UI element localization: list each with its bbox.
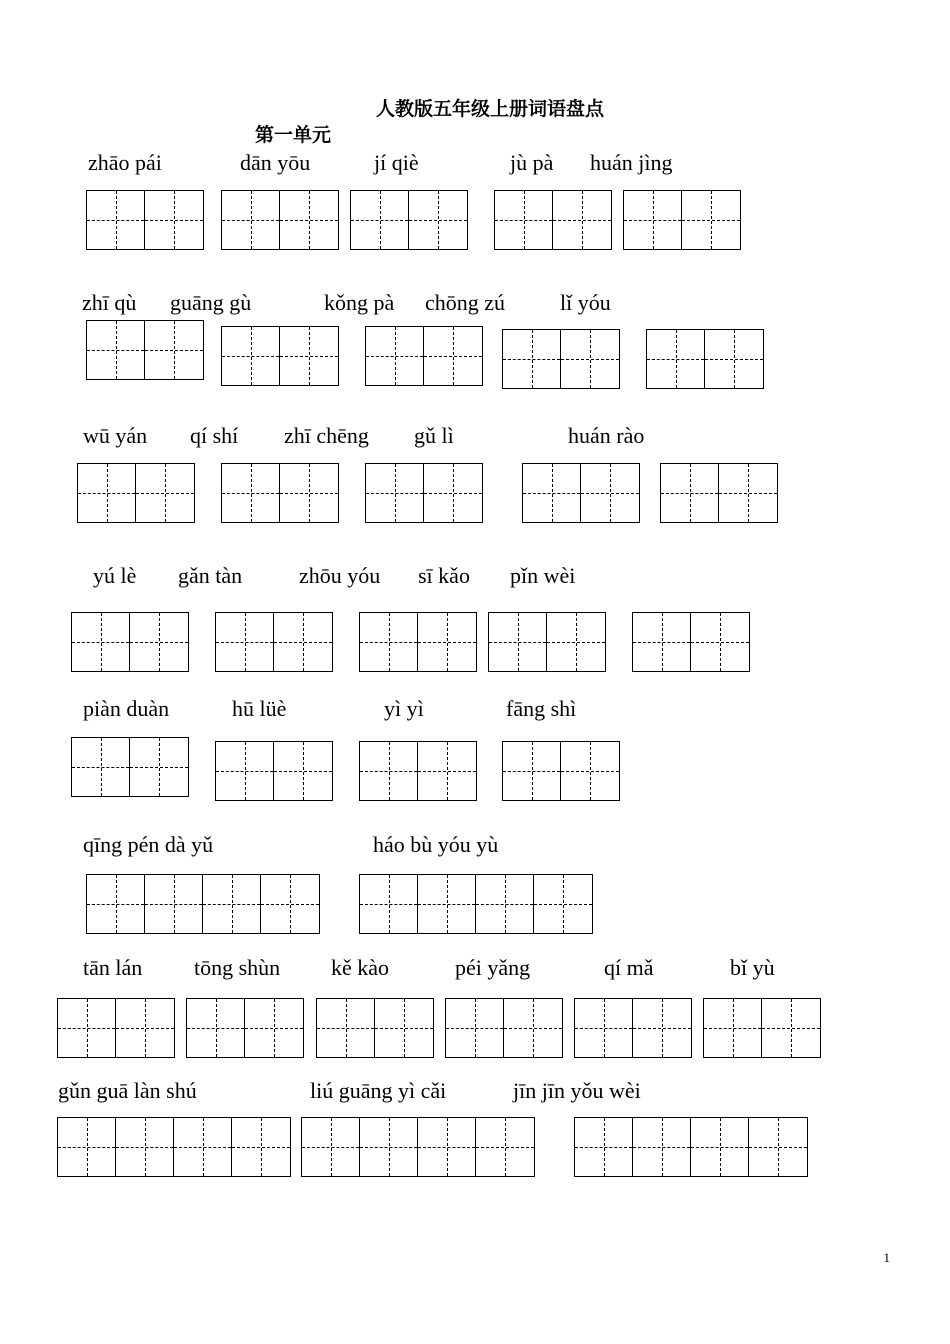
grid-cell[interactable] <box>633 999 691 1057</box>
grid-cell[interactable] <box>72 613 130 671</box>
grid-cell[interactable] <box>216 613 274 671</box>
grid-cell[interactable] <box>145 321 203 379</box>
pinyin-label: dān yōu <box>240 150 311 175</box>
grid-cell[interactable] <box>280 464 338 522</box>
pinyin-label: qí mǎ <box>604 955 654 980</box>
pinyin-label: liú guāng yì cǎi <box>310 1078 447 1103</box>
grid-cell[interactable] <box>280 191 338 249</box>
grid-cell[interactable] <box>87 875 145 933</box>
grid-cell[interactable] <box>409 191 467 249</box>
grid-cell[interactable] <box>261 875 319 933</box>
pinyin-label: wū yán <box>83 423 148 448</box>
grid-cell[interactable] <box>424 327 482 385</box>
writing-grid[interactable] <box>86 874 320 934</box>
grid-cell[interactable] <box>624 191 682 249</box>
grid-cell[interactable] <box>661 464 719 522</box>
grid-cell[interactable] <box>222 191 280 249</box>
pinyin-label: qí shí <box>190 423 239 448</box>
grid-cell[interactable] <box>547 613 605 671</box>
writing-grid[interactable] <box>445 998 563 1058</box>
grid-cell[interactable] <box>317 999 375 1057</box>
grid-cell[interactable] <box>581 464 639 522</box>
grid-cell[interactable] <box>136 464 194 522</box>
grid-cell[interactable] <box>633 613 691 671</box>
pinyin-label: bǐ yù <box>730 955 775 980</box>
grid-cell[interactable] <box>351 191 409 249</box>
page-number: 1 <box>883 1250 890 1265</box>
grid-cell[interactable] <box>691 613 749 671</box>
grid-cell[interactable] <box>187 999 245 1057</box>
grid-cell[interactable] <box>503 742 561 800</box>
grid-cell[interactable] <box>575 1118 633 1176</box>
pinyin-label: zhī qù <box>82 290 137 315</box>
grid-cell[interactable] <box>375 999 433 1057</box>
pinyin-label: kě kào <box>331 955 390 980</box>
grid-cell[interactable] <box>145 191 203 249</box>
grid-cell[interactable] <box>222 464 280 522</box>
grid-cell[interactable] <box>704 999 762 1057</box>
writing-grid[interactable] <box>502 329 620 389</box>
grid-cell[interactable] <box>302 1118 360 1176</box>
pinyin-label: gǔ lì <box>414 423 454 448</box>
pinyin-label: zhāo pái <box>88 150 162 175</box>
pinyin-label: lǐ yóu <box>560 290 611 315</box>
writing-grid[interactable] <box>71 612 189 672</box>
writing-grid[interactable] <box>350 190 468 250</box>
writing-grid[interactable] <box>494 190 612 250</box>
grid-cell[interactable] <box>476 1118 534 1176</box>
grid-cell[interactable] <box>145 875 203 933</box>
grid-cell[interactable] <box>534 875 592 933</box>
grid-cell[interactable] <box>130 613 188 671</box>
writing-grid[interactable] <box>632 612 750 672</box>
grid-cell[interactable] <box>203 875 261 933</box>
grid-cell[interactable] <box>561 742 619 800</box>
grid-cell[interactable] <box>553 191 611 249</box>
pinyin-label: chōng zú <box>425 290 506 315</box>
grid-cell[interactable] <box>116 1118 174 1176</box>
grid-cell[interactable] <box>274 742 332 800</box>
unit-heading: 第一单元 <box>255 124 332 146</box>
grid-cell[interactable] <box>749 1118 807 1176</box>
grid-cell[interactable] <box>705 330 763 388</box>
grid-cell[interactable] <box>116 999 174 1057</box>
grid-cell[interactable] <box>762 999 820 1057</box>
pinyin-label: sī kǎo <box>418 563 470 588</box>
grid-cell[interactable] <box>633 1118 691 1176</box>
grid-cell[interactable] <box>418 1118 476 1176</box>
pinyin-label: yì yì <box>384 696 424 721</box>
writing-grid[interactable] <box>71 737 189 797</box>
grid-cell[interactable] <box>87 321 145 379</box>
writing-grid[interactable] <box>574 998 692 1058</box>
pinyin-label: tōng shùn <box>194 955 281 980</box>
writing-grid[interactable] <box>359 741 477 801</box>
writing-grid[interactable] <box>502 741 620 801</box>
grid-cell[interactable] <box>418 742 476 800</box>
pinyin-label: jīn jīn yǒu wèi <box>513 1078 641 1103</box>
writing-grid[interactable] <box>646 329 764 389</box>
grid-cell[interactable] <box>274 613 332 671</box>
grid-cell[interactable] <box>222 327 280 385</box>
pinyin-label: zhōu yóu <box>299 563 381 588</box>
pinyin-label: jí qiè <box>374 150 419 175</box>
grid-cell[interactable] <box>360 875 418 933</box>
grid-cell[interactable] <box>280 327 338 385</box>
grid-cell[interactable] <box>245 999 303 1057</box>
writing-grid[interactable] <box>488 612 606 672</box>
pinyin-label: yú lè <box>93 563 137 588</box>
grid-cell[interactable] <box>58 1118 116 1176</box>
grid-cell[interactable] <box>503 330 561 388</box>
pinyin-label: zhī chēng <box>284 423 369 448</box>
grid-cell[interactable] <box>360 742 418 800</box>
pinyin-label: huán rào <box>568 423 645 448</box>
grid-cell[interactable] <box>504 999 562 1057</box>
writing-grid[interactable] <box>365 463 483 523</box>
grid-cell[interactable] <box>366 327 424 385</box>
page-title: 人教版五年级上册词语盘点 <box>375 98 604 120</box>
grid-cell[interactable] <box>174 1118 232 1176</box>
grid-cell[interactable] <box>575 999 633 1057</box>
writing-grid[interactable] <box>574 1117 808 1177</box>
writing-grid[interactable] <box>221 463 339 523</box>
writing-grid[interactable] <box>522 463 640 523</box>
grid-cell[interactable] <box>78 464 136 522</box>
pinyin-label: háo bù yóu yù <box>373 832 499 857</box>
writing-grid[interactable] <box>215 612 333 672</box>
writing-grid[interactable] <box>359 874 593 934</box>
grid-cell[interactable] <box>489 613 547 671</box>
grid-cell[interactable] <box>682 191 740 249</box>
writing-grid[interactable] <box>221 326 339 386</box>
grid-cell[interactable] <box>366 464 424 522</box>
writing-grid[interactable] <box>57 998 175 1058</box>
pinyin-label: huán jìng <box>590 150 673 175</box>
pinyin-label: gǎn tàn <box>178 563 243 588</box>
pinyin-label: qīng pén dà yǔ <box>83 832 214 857</box>
writing-grid[interactable] <box>660 463 778 523</box>
grid-cell[interactable] <box>476 875 534 933</box>
pinyin-label: piàn duàn <box>83 696 170 721</box>
grid-cell[interactable] <box>446 999 504 1057</box>
writing-grid[interactable] <box>57 1117 291 1177</box>
grid-cell[interactable] <box>424 464 482 522</box>
writing-grid[interactable] <box>186 998 304 1058</box>
writing-grid[interactable] <box>77 463 195 523</box>
pinyin-label: hū lüè <box>232 696 287 721</box>
grid-cell[interactable] <box>647 330 705 388</box>
grid-cell[interactable] <box>360 613 418 671</box>
writing-grid[interactable] <box>359 612 477 672</box>
grid-cell[interactable] <box>719 464 777 522</box>
writing-grid[interactable] <box>365 326 483 386</box>
writing-grid[interactable] <box>301 1117 535 1177</box>
grid-cell[interactable] <box>691 1118 749 1176</box>
grid-cell[interactable] <box>418 613 476 671</box>
pinyin-label: tān lán <box>83 955 143 980</box>
grid-cell[interactable] <box>72 738 130 796</box>
writing-grid[interactable] <box>86 320 204 380</box>
writing-grid[interactable] <box>86 190 204 250</box>
writing-grid[interactable] <box>221 190 339 250</box>
pinyin-label: gǔn guā làn shú <box>58 1078 197 1103</box>
writing-grid[interactable] <box>703 998 821 1058</box>
grid-cell[interactable] <box>561 330 619 388</box>
grid-cell[interactable] <box>523 464 581 522</box>
pinyin-label: péi yǎng <box>455 955 531 980</box>
grid-cell[interactable] <box>216 742 274 800</box>
grid-cell[interactable] <box>360 1118 418 1176</box>
pinyin-label: jù pà <box>510 150 554 175</box>
writing-grid[interactable] <box>215 741 333 801</box>
grid-cell[interactable] <box>58 999 116 1057</box>
writing-grid[interactable] <box>316 998 434 1058</box>
writing-grid[interactable] <box>623 190 741 250</box>
pinyin-label: kǒng pà <box>324 290 395 315</box>
grid-cell[interactable] <box>130 738 188 796</box>
pinyin-label: pǐn wèi <box>510 563 576 588</box>
grid-cell[interactable] <box>418 875 476 933</box>
grid-cell[interactable] <box>232 1118 290 1176</box>
pinyin-label: guāng gù <box>170 290 252 315</box>
pinyin-label: fāng shì <box>506 696 577 721</box>
grid-cell[interactable] <box>495 191 553 249</box>
grid-cell[interactable] <box>87 191 145 249</box>
